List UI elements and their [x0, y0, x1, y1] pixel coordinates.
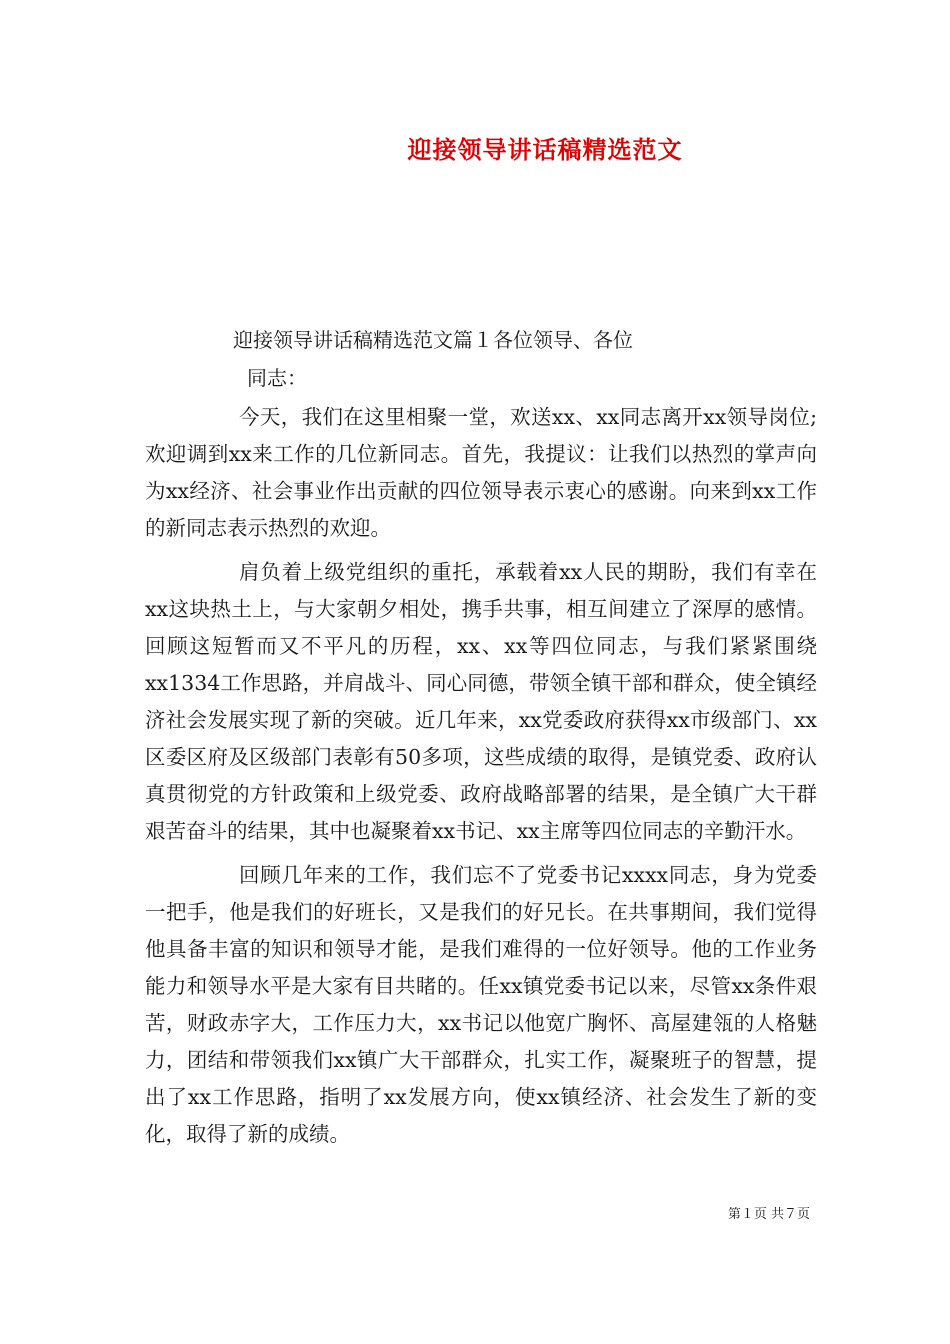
document-title: 迎接领导讲话稿精选范文	[407, 135, 683, 164]
intro-line: 迎接领导讲话稿精选范文篇１各位领导、各位	[233, 328, 633, 352]
body-text	[145, 399, 817, 1160]
page-footer: 第１页 共７页	[727, 1207, 810, 1222]
paragraph-2: 肩负着上级党组织的重托，承载着xx人民的期盼，我们有幸在xx这块热土上，与大家朝夕相处，携手共事，相互间建立了深厚的感情。回顾这短暂而又不平凡的历程，xx、xx等四位同志，与我们紧紧围绕xx1334工作思路，并肩战斗、同心同德，带领全镇干部和群众，使全镇经济社会发展实现了新的突破。近几年来，xx党委政府获得xx市级部门、xx区委区府及区级部门表彰有50多项，这些成绩的取得，是镇党委、政府认真贯彻党的方针政策和上级党委、政府战略部署的结果，是全镇广大干群艰苦奋斗的结果，其中也凝聚着xx书记、xx主席等四位同志的辛勤汗水。	[145, 560, 817, 843]
paragraph-3: 回顾几年来的工作，我们忘不了党委书记xxxx同志，身为党委一把手，他是我们的好班长，又是我们的好兄长。在共事期间，我们觉得他具备丰富的知识和领导才能，是我们难得的一位好领导。他的工作业务能力和领导水平是大家有目共睹的。任xx镇党委书记以来，尽管xx条件艰苦，财政赤字大，工作压力大，xx书记以他宽广胸怀、高屋建瓴的人格魅力，团结和带领我们xx镇广大干部群众，扎实工作，凝聚班子的智慧，提出了xx工作思路，指明了xx发展方向，使xx镇经济、社会发生了新的变化，取得了新的成绩。	[145, 863, 817, 1146]
paragraph-1: 今天，我们在这里相聚一堂，欢送xx、xx同志离开xx领导岗位;欢迎调到xx来工作的几位新同志。首先，我提议：让我们以热烈的掌声向为xx经济、社会事业作出贡献的四位领导表示衷心的感谢。向来到xx工作的新同志表示热烈的欢迎。	[145, 405, 817, 540]
salutation: 同志：	[247, 366, 307, 390]
